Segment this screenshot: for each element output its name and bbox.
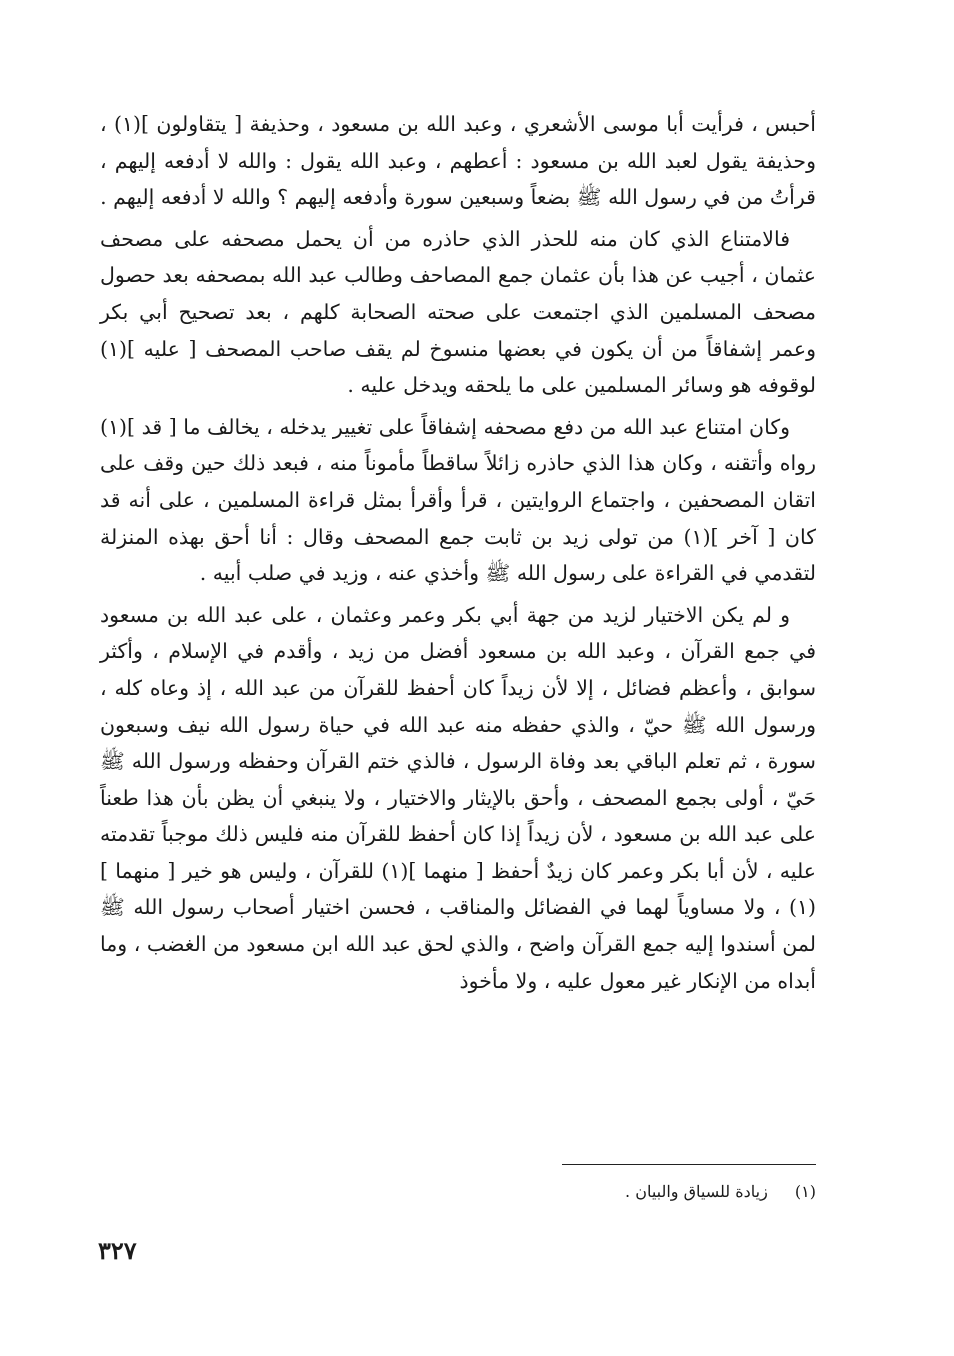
page-body [100, 106, 816, 999]
page-number: ٣٢٧ [98, 1236, 137, 1265]
paragraph-1: أحبس ، فرأيت أبا موسى الأشعري ، وعبد الله بن مسعود ، وحذيفة [ يتقاولون ](١) ، وحذيفة يقول لعبد الله بن مسعود : أعطهم ، وعبد الله يقول : والله لا أدفعه إليهم ، قرأتُ من في رسول الله ﷺ بضعاً وسبعين سورة وأدفعه إليهم ؟ والله لا أدفعه إليهم . [100, 112, 816, 210]
paragraph-2: فالامتناع الذي كان منه للحذر الذي حاذره من أن يحمل مصحفه على مصحف عثمان ، أجيب عن هذا بأن عثمان جمع المصاحف وطالب عبد الله بمصحفه بعد حصول مصحف المسلمين الذي اجتمعت على صحته الصحابة كلهم ، بعد تصحيح أبي بكر وعمر إشفاقاً من أن يكون في بعضها منسوخ لم يقف صاحب المصحف [ عليه ](١) لوقوفه هو وسائر المسلمين على ما يلحقه ويدخل عليه . [100, 226, 816, 398]
footnote-number: (١) [794, 1182, 816, 1201]
footnote-text: زيادة للسياق والبيان . [625, 1182, 768, 1201]
paragraph-4: و لم يكن الاختيار لزيد من جهة أبي بكر وعمر وعثمان ، على عبد الله بن مسعود في جمع القرآن ، وعبد الله بن مسعود أفضل من زيد ، وأقدم في الإسلام ، وأكثر سوابق ، وأعظم فضائل ، إلا لأن زيداً كان أحفظ للقرآن من عبد الله ، إذ وعاه كله ، ورسول الله ﷺ حيّ ، والذي حفظه منه عبد الله في حياة رسول الله نيف وسبعون سورة ، ثم تعلم الباقي بعد وفاة الرسول ، فالذي ختم القرآن وحفظه ورسول الله ﷺ حَيّ ، أولى بجمع المصحف ، وأحق بالإيثار والاختيار ، ولا ينبغي أن يظن بأن هذا طعناً على عبد الله بن مسعود ، لأن زيداً إذا كان أحفظ للقرآن منه فليس ذلك موجباً تقدمته عليه ، لأن أبا بكر وعمر كان زيدٌ أحفظ [ منهما ](١) للقرآن ، وليس هو خير [ منهما ](١) ، ولا مساوياً لهما في الفضائل والمناقب ، فحسن اختيار أصحاب رسول الله ﷺ لمن أسندوا إليه جمع القرآن واضح ، والذي لحق عبد الله ابن مسعود من الغضب ، وما أبداه من الإنكار غير معول عليه ، ولا مأخوذ [100, 602, 816, 993]
footnote [625, 1178, 816, 1206]
footnote-divider [562, 1164, 816, 1165]
paragraph-3: وكان امتناع عبد الله من دفع مصحفه إشفاقاً على تغيير يدخله ، يخالف ما [ قد ](١) رواه وأتقنه ، وكان هذا الذي حاذره زائلاً ساقطاً مأموناً منه ، فبعد ذلك حين وقف على اتقان المصحفين ، واجتماع الروايتين ، قرأ وأقرأ بمثل قراءة المسلمين ، على أنه قد كان [ آخر ](١) من تولى زيد بن ثابت جمع المصحف وقال : أنا أحق بهذه المنزلة لتقدمي في القراءة على رسول الله ﷺ وأخذي عنه ، وزيد في صلب أبيه . [100, 414, 816, 586]
